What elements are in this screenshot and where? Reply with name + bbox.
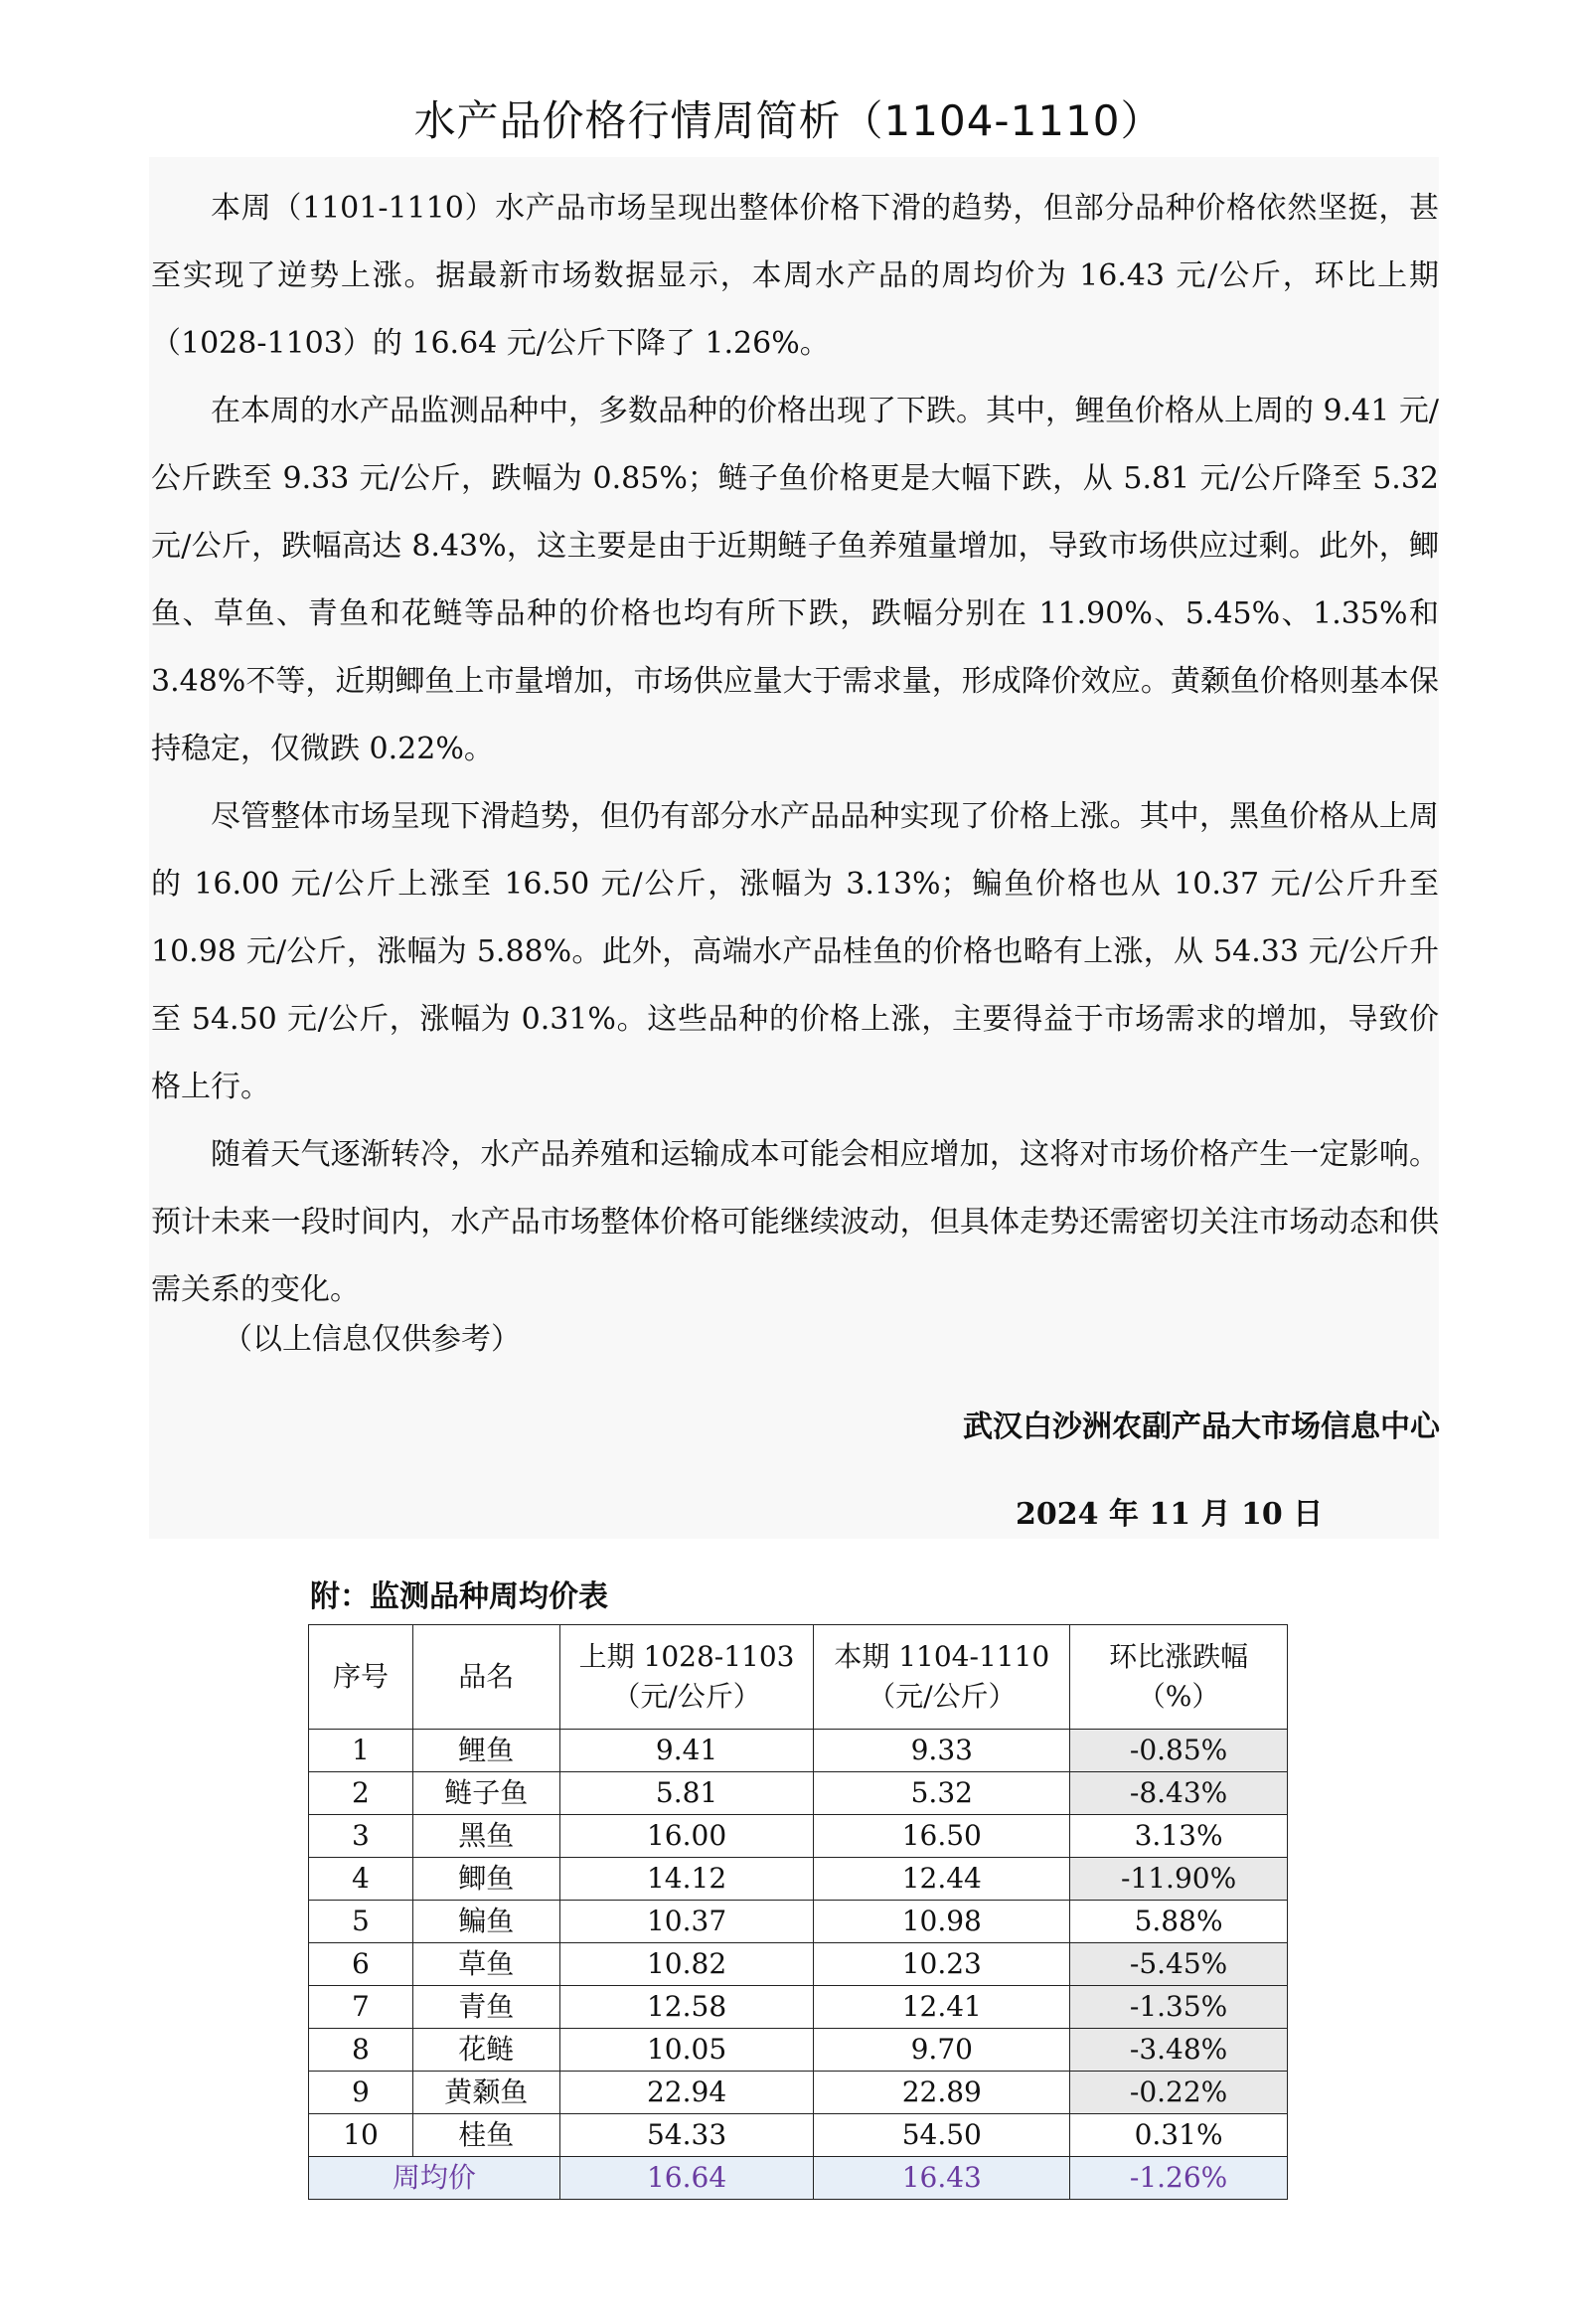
cell-prev: 5.81 [559,1772,814,1815]
cell-name: 草鱼 [412,1943,559,1986]
cell-prev: 16.00 [559,1815,814,1858]
cell-curr: 9.33 [814,1730,1070,1772]
cell-curr: 12.44 [814,1858,1070,1901]
table-row [309,1986,1288,2029]
cell-index: 6 [309,1943,413,1986]
cell-curr: 10.23 [814,1943,1070,1986]
paragraph-summary: 本周（1101-1110）水产品市场呈现出整体价格下滑的趋势，但部分品种价格依然坚挺，甚至实现了逆势上涨。据最新市场数据显示，本周水产品的周均价为 16.43 元/公斤，环比上期（1028-1103）的 16.64 元/公斤下降了 1.26%。 [151,191,1439,361]
cell-change: 3.13% [1070,1815,1288,1858]
cell-curr: 9.70 [814,2029,1070,2072]
header-index: 序号 [309,1625,413,1730]
paragraph-increases: 尽管整体市场呈现下滑趋势，但仍有部分水产品品种实现了价格上涨。其中，黑鱼价格从上周的 16.00 元/公斤上涨至 16.50 元/公斤，涨幅为 3.13%；鳊鱼价格也从 10.37 元/公斤升至 10.98 元/公斤，涨幅为 5.88%。此外，高端水产品桂鱼的价格也略有上涨，从 54.33 元/公斤升至 54.50 元/公斤，涨幅为 0.31%。这些品种的价格上涨，主要得益于市场需求的增加，导致价格上行。 [151,799,1439,1104]
cell-prev: 22.94 [559,2072,814,2114]
disclaimer-note: （以上信息仅供参考） [223,1322,521,1357]
table-row [309,1858,1288,1901]
page-title: 水产品价格行情周简析（1104-1110） [413,96,1164,145]
cell-change: -1.35% [1070,1986,1288,2029]
cell-name: 青鱼 [412,1986,559,2029]
cell-prev: 12.58 [559,1986,814,2029]
cell-prev: 9.41 [559,1730,814,1772]
average-prev: 16.64 [559,2157,814,2200]
cell-index: 5 [309,1901,413,1943]
table-caption: 附：监测品种周均价表 [310,1579,608,1614]
average-row [309,2157,1288,2200]
average-curr: 16.43 [814,2157,1070,2200]
cell-change: 5.88% [1070,1901,1288,1943]
cell-index: 8 [309,2029,413,2072]
cell-curr: 10.98 [814,1901,1070,1943]
header-prev [559,1625,814,1730]
cell-index: 1 [309,1730,413,1772]
table-row [309,1730,1288,1772]
cell-prev: 10.37 [559,1901,814,1943]
report-body [151,175,1439,1324]
paragraph-declines: 在本周的水产品监测品种中，多数品种的价格出现了下跌。其中，鲤鱼价格从上周的 9.41 元/公斤跌至 9.33 元/公斤，跌幅为 0.85%；鲢子鱼价格更是大幅下跌，从 5.81 元/公斤降至 5.32 元/公斤，跌幅高达 8.43%，这主要是由于近期鲢子鱼养殖量增加，导致市场供应过剩。此外，鲫鱼、草鱼、青鱼和花鲢等品种的价格也均有所下跌，跌幅分别在 11.90%、5.45%、1.35%和 3.48%不等，近期鲫鱼上市量增加，市场供应量大于需求量，形成降价效应。黄颡鱼价格则基本保持稳定，仅微跌 0.22%。 [151,394,1439,766]
header-change-label: 环比涨跌幅 [1109,1640,1249,1673]
cell-index: 3 [309,1815,413,1858]
table-row [309,2114,1288,2157]
header-prev-period: 上期 1028-1103 [578,1640,795,1673]
cell-curr: 16.50 [814,1815,1070,1858]
cell-name: 花鲢 [412,2029,559,2072]
header-curr [814,1625,1070,1730]
organization-name: 武汉白沙洲农副产品大市场信息中心 [963,1410,1440,1444]
cell-curr: 12.41 [814,1986,1070,2029]
cell-index: 7 [309,1986,413,2029]
table-row [309,2029,1288,2072]
average-change: -1.26% [1070,2157,1288,2200]
table-row [309,1901,1288,1943]
header-prev-unit: （元/公斤） [612,1680,761,1713]
cell-index: 2 [309,1772,413,1815]
header-curr-period: 本期 1104-1110 [834,1640,1050,1673]
cell-change: 0.31% [1070,2114,1288,2157]
cell-name: 桂鱼 [412,2114,559,2157]
cell-prev: 14.12 [559,1858,814,1901]
cell-curr: 5.32 [814,1772,1070,1815]
table-row [309,2072,1288,2114]
cell-index: 10 [309,2114,413,2157]
average-label: 周均价 [309,2157,560,2200]
cell-curr: 22.89 [814,2072,1070,2114]
cell-change: -0.22% [1070,2072,1288,2114]
cell-name: 鲫鱼 [412,1858,559,1901]
header-change-unit: （%） [1137,1680,1220,1713]
price-table [308,1624,1288,2200]
header-name: 品名 [412,1625,559,1730]
table-row [309,1815,1288,1858]
header-curr-unit: （元/公斤） [867,1680,1017,1713]
cell-change: -0.85% [1070,1730,1288,1772]
report-date: 2024 年 11 月 10 日 [1016,1497,1324,1532]
cell-curr: 54.50 [814,2114,1070,2157]
cell-change: -8.43% [1070,1772,1288,1815]
cell-name: 鳊鱼 [412,1901,559,1943]
cell-name: 鲤鱼 [412,1730,559,1772]
table-header-row [309,1625,1288,1730]
cell-name: 黑鱼 [412,1815,559,1858]
cell-index: 4 [309,1858,413,1901]
header-change [1070,1625,1288,1730]
cell-change: -3.48% [1070,2029,1288,2072]
paragraph-outlook: 随着天气逐渐转冷，水产品养殖和运输成本可能会相应增加，这将对市场价格产生一定影响。预计未来一段时间内，水产品市场整体价格可能继续波动，但具体走势还需密切关注市场动态和供需关系的变化。 [151,1137,1439,1307]
cell-change: -11.90% [1070,1858,1288,1901]
cell-prev: 10.05 [559,2029,814,2072]
cell-prev: 54.33 [559,2114,814,2157]
table-row [309,1772,1288,1815]
cell-name: 鲢子鱼 [412,1772,559,1815]
cell-change: -5.45% [1070,1943,1288,1986]
cell-index: 9 [309,2072,413,2114]
cell-prev: 10.82 [559,1943,814,1986]
table-row [309,1943,1288,1986]
cell-name: 黄颡鱼 [412,2072,559,2114]
